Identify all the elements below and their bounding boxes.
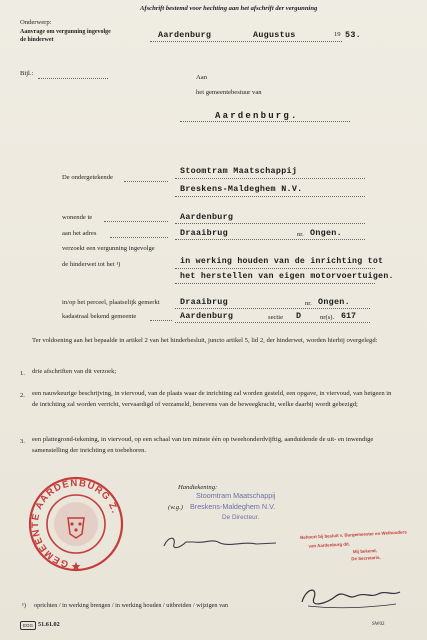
approval-stamp-line3: Mij bekend, [352, 548, 377, 555]
approval-stamp-line4: De Secretaris, [351, 554, 381, 562]
addressee-line1: Aan [196, 74, 207, 81]
approval-stamp-line2: van Aardenburg dd. [308, 541, 350, 549]
date-line [150, 41, 342, 42]
item1-number: 1. [20, 370, 25, 377]
subject-text: Aanvrage om vergunning ingevolge de hinderwet [20, 29, 111, 43]
residing-rule [175, 223, 365, 224]
addressee-town-line [180, 121, 350, 122]
undersigned-leader [124, 181, 168, 182]
address-nr-label: nr. [297, 231, 304, 238]
approval-stamp [300, 529, 408, 564]
addressee-line2: het gemeentebestuur van [196, 89, 262, 96]
undersigned-label: De ondergetekende [62, 174, 113, 181]
secretary-signature-icon [296, 582, 404, 612]
plot-value: 617 [341, 311, 357, 321]
parcel-value: Draaibrug [180, 297, 228, 307]
residing-label: wonende te [62, 214, 93, 221]
item2-number: 2. [20, 392, 25, 399]
printer-mark-icon: EGG [20, 621, 36, 630]
parcel-rule [175, 308, 370, 309]
cadastral-rule [175, 322, 370, 323]
seal-text: GEMEENTE AARDENBURG Z. [30, 477, 121, 570]
address-rule [175, 239, 365, 240]
subject-label: Onderwerp: [20, 19, 52, 26]
date-month: Augustus [253, 30, 296, 40]
hinderwet-label: de hinderwet tot het ¹) [62, 261, 121, 268]
bijl-line [38, 78, 108, 79]
item2-text: een nauwkeurige beschrijving, in viervoud, van de plaats waar de inrichting zal worden gesteld, een opgave, in viervoud, van hetgeen in de inrichting zal worden verricht, vervaardigd of verzameld, benevens van de beweegkracht, welke daarbij wordt gebezigd; [32, 390, 392, 408]
residing-leader [104, 221, 168, 222]
residing-value: Aardenburg [180, 212, 234, 222]
address-label: aan het adres [62, 230, 97, 237]
approval-stamp-line1: Behoort bij besluit v. Burgemeester en Wethouders [300, 529, 407, 540]
purpose-line1: in werking houden van de inrichting tot [180, 257, 384, 266]
request-label: verzoekt een vergunning ingevolge [62, 245, 155, 252]
address-nr-value: Ongen. [310, 228, 342, 238]
director-signature-icon [160, 532, 280, 554]
purpose-line1-rule [175, 268, 375, 269]
item3-text: een plattegrond-tekening, in viervoud, op een schaal van ten minste één op tweehonderdvijftig, aanduidende de uit- en inwendige samenstelling der inrichting en toebehoren. [32, 436, 374, 454]
cadastral-label: kadastraal bekend gemeente [62, 313, 137, 320]
item3-number: 3. [20, 438, 25, 445]
date-year-suffix: 53. [345, 30, 361, 40]
undersigned-line1: Stoomtram Maatschappij [180, 166, 298, 176]
form-code: 51.61.02 [38, 621, 60, 628]
undersigned-line2-rule [175, 196, 365, 197]
item1-text: drie afschriften van dit verzoek; [32, 368, 117, 375]
parcel-label: in/op het perceel, plaatselijk gemerkt [62, 299, 160, 306]
wg-label: (w.g.) [168, 504, 183, 511]
company-stamp-line2: Breskens-Maldeghem N.V. [190, 502, 276, 511]
address-value: Draaibrug [180, 228, 228, 238]
date-place: Aardenburg [158, 30, 212, 40]
intro-paragraph: Ter voldoening aan het bepaalde in artikel 2 van het hinderbesluit, juncto artikel 5, lid 2, der hinderwet, worden hierbij overgelegd: [32, 337, 378, 344]
municipal-seal-icon [20, 474, 132, 574]
parcel-nr-value: Ongen. [318, 297, 350, 307]
cadastral-value: Aardenburg [180, 311, 234, 321]
cadastral-leader [150, 320, 172, 321]
purpose-line2: het herstellen van eigen motorvoertuigen. [180, 272, 394, 281]
footnote-mark: ¹) [22, 602, 26, 609]
undersigned-line2: Breskens-Maldeghem N.V. [180, 184, 303, 194]
plot-label: nr(s). [320, 314, 335, 321]
bijl-label: Bijl.: [20, 70, 34, 77]
company-stamp-line3: De Directeur. [222, 514, 260, 521]
signature-label: Handtekening: [178, 484, 218, 491]
section-label: sectie [268, 314, 284, 321]
purpose-line2-rule [175, 283, 375, 284]
company-stamp-line1: Stoomtram Maatschappij [196, 491, 276, 500]
section-value: D [296, 311, 302, 321]
document-header: Afschrift bestemd voor hechting aan het afschrift der vergunning [140, 5, 318, 12]
address-leader [110, 237, 168, 238]
parcel-nr-label: nr. [305, 300, 312, 307]
footnote-text: oprichten / in werking brengen / in werking houden / uitbreiden / wijzigen van [34, 602, 228, 609]
addressee-town: Aardenburg. [215, 111, 299, 121]
date-year-prefix: 19 [334, 31, 341, 38]
right-code: SW02 [372, 622, 385, 627]
undersigned-line1-rule [175, 178, 365, 179]
